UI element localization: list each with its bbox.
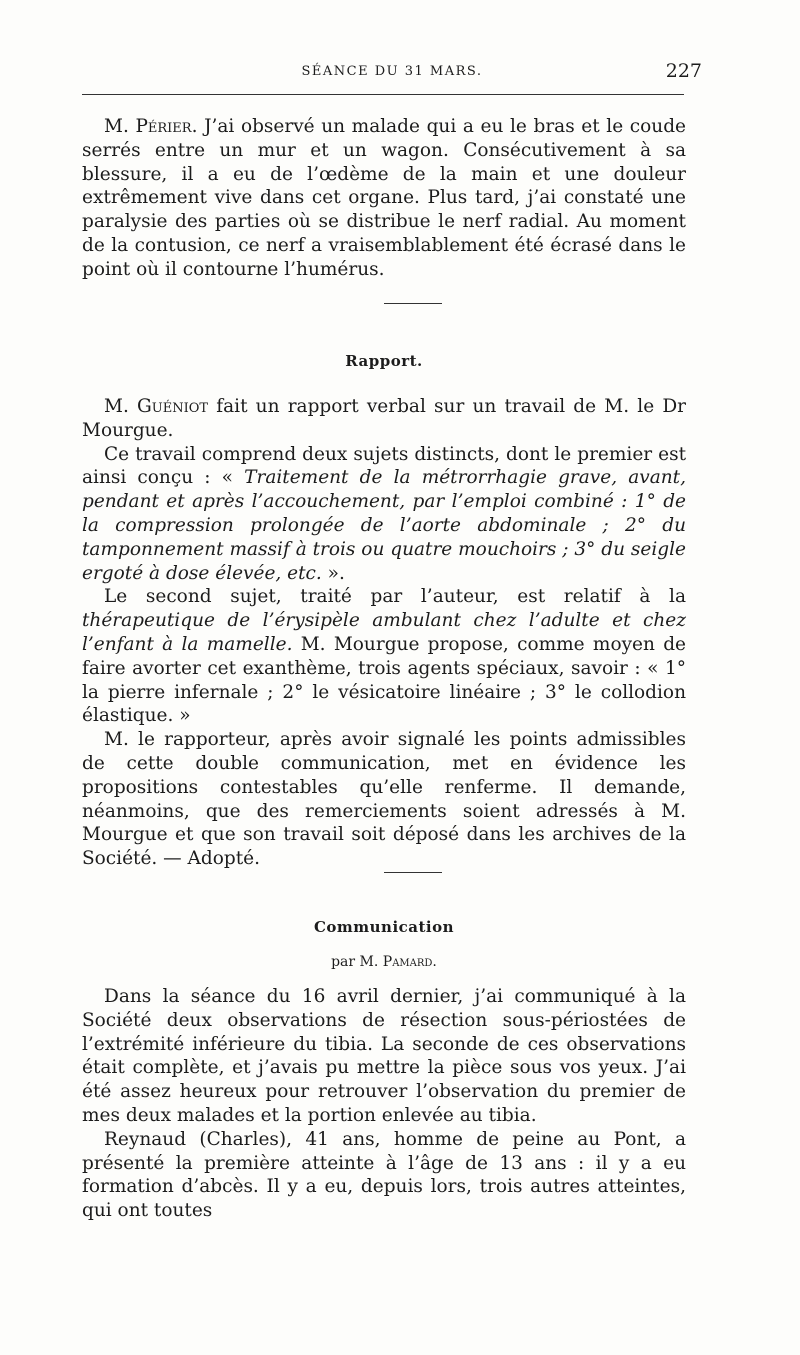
rapport-p3-title: thérapeutique de l’érysipèle ambulant chez l’adulte et chez l’enfant à la mamelle.	[82, 610, 686, 655]
rapport-p2-text: Ce travail comprend deux sujets distincts, dont le premier est ainsi conçu : «	[82, 443, 686, 489]
communication-heading: Communication	[313, 918, 455, 936]
communication-byline	[82, 954, 686, 970]
rapport-p1-prefix: M.	[104, 396, 138, 417]
rapport-p2-end: ».	[321, 562, 345, 584]
intro-text: J’ai observé un malade qui a eu le bras et le coude serrés entre un mur et un wagon. Consécutivement à sa blessure, il a eu de l’œdème de la main et une douleur extrêmement vive dans cet organe. Plus tard, j’ai constaté une paralysie des parties où se distribue le nerf radial. Au moment de la contusion, ce nerf a vraisemblablement été écrasé dans le point où il contourne l’humérus.	[82, 116, 686, 280]
rapport-p3-end: M. Mourgue propose, comme moyen de faire avorter cet exanthème, trois agents spéciaux, savoir : « 1° la pierre infernale ; 2° le vésicatoire linéaire ; 3° le collodion élastique. »	[82, 633, 686, 727]
communication-paragraph-2: Reynaud (Charles), 41 ans, homme de peine au Pont, a présenté la première atteinte à l’âge de 13 ans : il y a eu formation d’abcès. Il y a eu, depuis lors, trois autres atteintes, qui ont toutes	[82, 1128, 686, 1222]
rapport-paragraph-2	[82, 443, 686, 586]
rapport-paragraph-1	[82, 395, 686, 443]
intro-paragraph-block	[82, 115, 686, 282]
running-title: SÉANCE DU 31 MARS.	[301, 64, 483, 79]
reporter-name: Guéniot	[137, 396, 209, 417]
header-rule	[82, 94, 684, 95]
rapport-paragraph-3	[82, 585, 686, 728]
speaker-name: M. Périer.	[104, 116, 198, 137]
section-separator	[384, 872, 442, 873]
running-head	[82, 60, 702, 84]
rapport-p1-text: fait un rapport verbal sur un travail de M. le Dr Mourgue.	[82, 396, 686, 441]
rapport-p2-title: Traitement de la métrorrhagie grave, avant, pendant et après l’accouchement, par l’emploi combiné : 1° de la compression prolongée de l’aorte abdominale ; 2° du tamponnement massif à trois ou quatre mouchoirs ; 3° du seigle ergoté à dose élevée, etc.	[82, 467, 686, 584]
communication-section	[82, 985, 686, 1223]
rapport-section	[82, 395, 686, 871]
page-number: 227	[665, 60, 702, 82]
rapport-paragraph-4: M. le rapporteur, après avoir signalé les points admissibles de cette double communication, met en évidence les propositions contestables qu’elle renferme. Il demande, néanmoins, que des remerciements soient adressés à M. Mourgue et que son travail soit déposé dans les archives de la Société. — Adopté.	[82, 729, 686, 870]
intro-paragraph	[82, 115, 686, 282]
section-separator	[384, 303, 442, 304]
rapport-heading: Rapport.	[345, 352, 423, 370]
rapport-p3-text: Le second sujet, traité par l’auteur, est relatif à la	[104, 586, 686, 608]
communication-paragraph-1: Dans la séance du 16 avril dernier, j’ai communiqué à la Société deux observations de résection sous-périostées de l’extrémité inférieure du tibia. La seconde de ces observations était complète, et j’avais pu mettre la pièce sous vos yeux. J’ai été assez heureux pour retrouver l’observation du premier de mes deux malades et la portion enlevée au tibia.	[82, 986, 686, 1126]
byline-prefix: par M.	[331, 954, 383, 970]
author-name: Pamard.	[382, 954, 437, 970]
